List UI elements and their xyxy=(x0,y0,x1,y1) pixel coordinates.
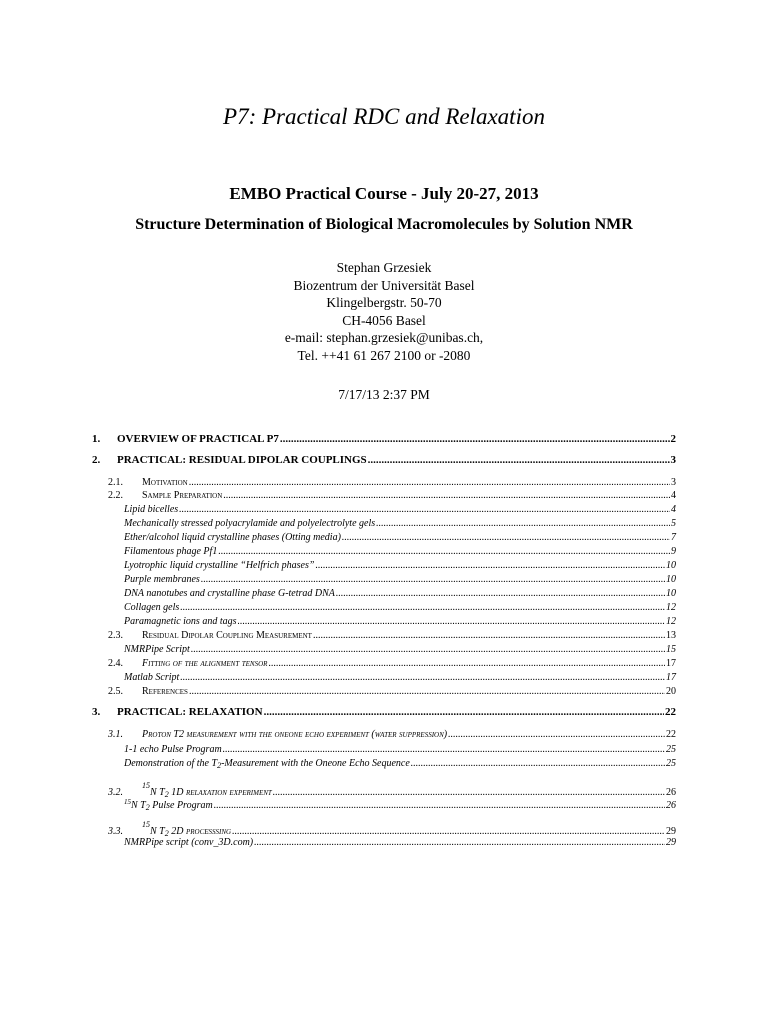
toc-entry-n-t2-pulse-program[interactable] xyxy=(124,798,676,812)
toc-page: 17 xyxy=(666,672,676,683)
toc-entry-matlab-script[interactable] xyxy=(124,672,676,683)
toc-page: 5 xyxy=(671,518,676,529)
toc-entry-2[interactable] xyxy=(92,454,676,466)
toc-label: Motivation xyxy=(142,477,188,488)
toc-page: 22 xyxy=(666,729,676,740)
toc-entry-phage-pf1[interactable] xyxy=(124,546,676,557)
toc-leader xyxy=(238,616,666,627)
toc-page: 3 xyxy=(671,477,676,488)
toc-label: Demonstration of the $T_2$-Measurement with the Oneone Echo Sequence xyxy=(124,758,410,770)
toc-entry-collagen-gels[interactable] xyxy=(124,602,676,613)
toc-leader xyxy=(191,644,665,655)
toc-leader xyxy=(448,729,665,740)
toc-page: 25 xyxy=(666,744,676,755)
course-heading: EMBO Practical Course - July 20-27, 2013 xyxy=(229,184,539,203)
toc-entry-lipid-bicelles[interactable] xyxy=(124,504,676,515)
toc-entry-2-1[interactable] xyxy=(108,477,676,488)
toc-leader xyxy=(179,504,670,515)
toc-leader xyxy=(342,532,670,543)
toc-entry-paramagnetic-ions[interactable] xyxy=(124,616,676,627)
toc-number: 3. xyxy=(92,706,101,718)
toc-page: 4 xyxy=(671,504,676,515)
toc-entry-purple-membranes[interactable] xyxy=(124,574,676,585)
toc-page: 26 xyxy=(666,800,676,811)
toc-page: 29 xyxy=(666,826,676,837)
toc-label: NMRPipe Script xyxy=(124,644,190,655)
toc-entry-t2-demonstration[interactable] xyxy=(124,758,676,770)
document-title: P7: Practical RDC and Relaxation xyxy=(223,104,545,129)
toc-number: 2.4. xyxy=(108,658,123,669)
toc-leader xyxy=(214,800,665,811)
toc-page: 2 xyxy=(670,433,676,445)
toc-label: Collagen gels xyxy=(124,602,180,613)
toc-entry-dna-nanotubes[interactable] xyxy=(124,588,676,599)
toc-page: 17 xyxy=(666,658,676,669)
toc-label: Fitting of the alignment tensor xyxy=(142,658,268,669)
toc-label: Filamentous phage Pf1 xyxy=(124,546,218,557)
toc-leader xyxy=(232,826,665,837)
toc-page: 10 xyxy=(666,574,676,585)
toc-page: 12 xyxy=(666,602,676,613)
toc-entry-1[interactable] xyxy=(92,433,676,445)
toc-leader xyxy=(376,518,670,529)
toc-number: 3.3. xyxy=(108,826,123,837)
toc-label: Residual Dipolar Coupling Measurement xyxy=(142,630,312,641)
toc-entry-2-2[interactable] xyxy=(108,490,676,501)
toc-page: 12 xyxy=(666,616,676,627)
author-email: e-mail: stephan.grzesiek@unibas.ch, xyxy=(284,330,484,345)
toc-page: 10 xyxy=(666,560,676,571)
toc-label: NMRPipe script (conv_3D.com) xyxy=(124,837,254,848)
author-city: CH-4056 Basel xyxy=(342,312,426,328)
toc-entry-3-2[interactable] xyxy=(108,781,676,799)
toc-number: 2.1. xyxy=(108,477,123,488)
toc-page: 9 xyxy=(671,546,676,557)
author-address-block xyxy=(0,259,768,364)
toc-label: PRACTICAL: RESIDUAL DIPOLAR COUPLINGS xyxy=(117,454,367,466)
toc-label: OVERVIEW OF PRACTICAL P7 xyxy=(117,433,279,445)
toc-label: 1-1 echo Pulse Program xyxy=(124,744,222,755)
toc-page: 3 xyxy=(670,454,676,466)
toc-leader xyxy=(180,672,665,683)
toc-entry-nmrpipe-script[interactable] xyxy=(124,644,676,655)
toc-leader xyxy=(280,433,670,445)
toc-leader xyxy=(273,787,665,798)
toc-label: Paramagnetic ions and tags xyxy=(124,616,237,627)
toc-leader xyxy=(189,477,670,488)
toc-leader xyxy=(218,546,670,557)
toc-page: 20 xyxy=(666,686,676,697)
toc-label: $^{15}$N $T_2$ 2D processsing xyxy=(142,820,232,838)
toc-label: PRACTICAL: RELAXATION xyxy=(117,706,263,718)
document-date: 7/17/13 2:37 PM xyxy=(338,387,430,402)
toc-leader xyxy=(201,574,665,585)
toc-entry-2-3[interactable] xyxy=(108,630,676,641)
toc-leader xyxy=(223,744,665,755)
toc-label: Lipid bicelles xyxy=(124,504,179,515)
toc-entry-2-5[interactable] xyxy=(108,686,676,697)
author-phone: Tel. ++41 61 267 2100 or -2080 xyxy=(297,347,471,363)
toc-leader xyxy=(223,490,670,501)
toc-entry-3[interactable] xyxy=(92,706,676,718)
toc-number: 3.2. xyxy=(108,787,123,798)
toc-entry-polyacrylamide-gels[interactable] xyxy=(124,518,676,529)
author-name: Stephan Grzesiek xyxy=(336,260,432,275)
toc-page: 7 xyxy=(671,532,676,543)
toc-entry-3-3[interactable] xyxy=(108,820,676,838)
toc-leader xyxy=(336,588,665,599)
toc-page: 15 xyxy=(666,644,676,655)
course-subtitle: Structure Determination of Biological Macromolecules by Solution NMR xyxy=(135,216,633,233)
toc-entry-3-1[interactable] xyxy=(108,729,676,740)
toc-page: 10 xyxy=(666,588,676,599)
toc-label: References xyxy=(142,686,188,697)
toc-leader xyxy=(411,758,665,769)
toc-label: $^{15}$N $T_2$ 1D relaxation experiment xyxy=(142,781,272,799)
toc-number: 3.1. xyxy=(108,729,123,740)
toc-label: DNA nanotubes and crystalline phase G-tetrad DNA xyxy=(124,588,335,599)
toc-label: Purple membranes xyxy=(124,574,200,585)
toc-number: 2. xyxy=(92,454,101,466)
toc-entry-2-4[interactable] xyxy=(108,658,676,669)
toc-number: 1. xyxy=(92,433,101,445)
toc-page: 13 xyxy=(666,630,676,641)
toc-entry-echo-pulse-program[interactable] xyxy=(124,744,676,755)
toc-label: Mechanically stressed polyacrylamide and polyelectrolyte gels xyxy=(124,518,376,529)
toc-label: Lyotrophic liquid crystalline “Helfrich phases” xyxy=(124,560,315,571)
toc-page: 26 xyxy=(666,787,676,798)
toc-page: 22 xyxy=(665,706,676,718)
toc-label: Sample Preparation xyxy=(142,490,223,501)
toc-leader xyxy=(180,602,665,613)
toc-page: 4 xyxy=(671,490,676,501)
toc-label: Proton T2 measurement with the oneone echo experiment (water suppression) xyxy=(142,729,448,740)
toc-entry-helfrich-phases[interactable] xyxy=(124,560,676,571)
toc-label: Ether/alcohol liquid crystalline phases (Otting media) xyxy=(124,532,341,543)
toc-number: 2.5. xyxy=(108,686,123,697)
toc-label: Matlab Script xyxy=(124,672,180,683)
toc-label: $^{15}$N $T_2$ Pulse Program xyxy=(124,798,213,812)
toc-leader xyxy=(315,560,665,571)
toc-leader xyxy=(268,658,665,669)
author-street: Klingelbergstr. 50-70 xyxy=(326,295,442,310)
toc-number: 2.3. xyxy=(108,630,123,641)
toc-leader xyxy=(264,706,664,718)
toc-leader xyxy=(189,686,665,697)
toc-entry-otting-media[interactable] xyxy=(124,532,676,543)
toc-page: 25 xyxy=(666,758,676,769)
toc-leader xyxy=(368,454,670,466)
toc-number: 2.2. xyxy=(108,490,123,501)
toc-leader xyxy=(254,837,665,848)
toc-leader xyxy=(313,630,665,641)
toc-page: 29 xyxy=(666,837,676,848)
author-institute: Biozentrum der Universität Basel xyxy=(293,277,475,293)
toc-entry-nmrpipe-conv3d[interactable] xyxy=(124,837,676,848)
